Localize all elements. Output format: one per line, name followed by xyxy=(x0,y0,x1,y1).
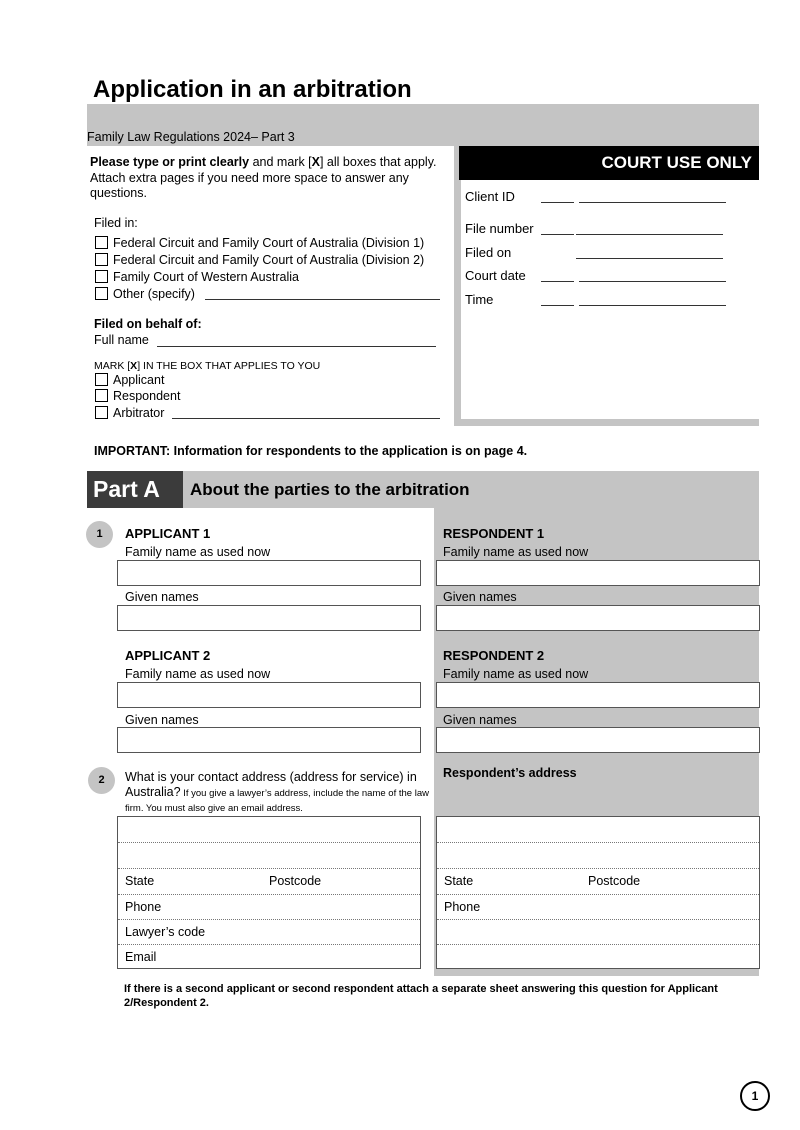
arbitrator-line[interactable] xyxy=(172,418,440,419)
part-a-tag: Part A xyxy=(87,471,183,508)
respondent-1-given-input[interactable] xyxy=(436,605,760,631)
respondent-1-heading: RESPONDENT 1 xyxy=(443,526,545,541)
court-time-line-b xyxy=(579,305,726,306)
respondent-address-box[interactable] xyxy=(436,816,760,969)
applicant-address-line-4 xyxy=(118,919,420,920)
applicant-2-heading: APPLICANT 2 xyxy=(125,648,211,663)
applicant-1-family-label: Family name as used now xyxy=(125,545,271,559)
part-a-title: About the parties to the arbitration xyxy=(190,480,470,499)
page-number: 1 xyxy=(740,1081,770,1111)
mark-instruction-x: X xyxy=(130,360,138,372)
applicant-address-line-1 xyxy=(118,842,420,843)
applicant-2-given-input[interactable] xyxy=(117,727,421,753)
court-file-number-line-b xyxy=(576,234,723,235)
mark-instruction xyxy=(94,360,320,372)
respondent-2-family-input[interactable] xyxy=(436,682,760,708)
filed-in-option-div1: Federal Circuit and Family Court of Australia (Division 1) xyxy=(113,236,425,250)
respondent-postcode-label: Postcode xyxy=(588,874,641,888)
court-use-heading: COURT USE ONLY xyxy=(459,146,759,180)
court-date-label: Court date xyxy=(465,268,526,283)
second-party-note: If there is a second applicant or second respondent attach a separate sheet answering this question for Applicant 2/Respondent 2. xyxy=(124,983,718,1009)
checkbox-filed-in-wa[interactable] xyxy=(95,270,108,283)
applicant-lawyer-code-label: Lawyer’s code xyxy=(125,925,206,939)
checkbox-arbitrator[interactable] xyxy=(95,406,108,419)
applicant-1-heading: APPLICANT 1 xyxy=(125,526,211,541)
applicant-1-given-label: Given names xyxy=(125,590,199,604)
applicant-address-line-2 xyxy=(118,868,420,869)
question-2-number: 2 xyxy=(88,767,115,794)
checkbox-filed-in-other[interactable] xyxy=(95,287,108,300)
court-client-id-line-b xyxy=(579,202,726,203)
applicant-postcode-label: Postcode xyxy=(269,874,322,888)
intro-text xyxy=(90,155,440,202)
applicant-2-family-label: Family name as used now xyxy=(125,667,271,681)
filed-in-option-other: Other (specify) xyxy=(113,287,195,301)
form-subtitle: Family Law Regulations 2024– Part 3 xyxy=(87,130,295,144)
respondent-2-given-input[interactable] xyxy=(436,727,760,753)
respondent-address-line-4 xyxy=(437,919,759,920)
respondent-address-line-1 xyxy=(437,842,759,843)
checkbox-filed-in-div1[interactable] xyxy=(95,236,108,249)
intro-x: X xyxy=(311,155,320,169)
court-file-number-label: File number xyxy=(465,221,534,236)
respondent-address-line-5 xyxy=(437,944,759,945)
applicant-address-line-3 xyxy=(118,894,420,895)
applicant-2-family-input[interactable] xyxy=(117,682,421,708)
respondent-2-family-label: Family name as used now xyxy=(443,667,589,681)
option-arbitrator: Arbitrator xyxy=(113,406,165,420)
respondent-address-line-3 xyxy=(437,894,759,895)
applicant-address-box[interactable] xyxy=(117,816,421,969)
intro-part1: and mark [ xyxy=(249,155,312,169)
respondent-state-label: State xyxy=(444,874,474,888)
applicant-address-line-5 xyxy=(118,944,420,945)
full-name-label: Full name xyxy=(94,333,149,347)
applicant-2-given-label: Given names xyxy=(125,713,199,727)
court-filed-on-label: Filed on xyxy=(465,245,512,260)
filed-in-label: Filed in: xyxy=(94,216,138,230)
court-date-line-b xyxy=(579,281,726,282)
respondent-address-line-2 xyxy=(437,868,759,869)
respondent-1-given-label: Given names xyxy=(443,590,517,604)
intro-part2: ] all boxes that apply. Attach extra pages if you need more space to answer any questions. xyxy=(90,155,437,200)
address-question-main: What is your contact address (address for service) in Australia? xyxy=(125,770,417,799)
important-notice: IMPORTANT: Information for respondents to the application is on page 4. xyxy=(94,444,528,458)
other-specify-line[interactable] xyxy=(205,299,440,300)
filed-on-behalf-label: Filed on behalf of: xyxy=(94,317,202,331)
court-client-id-line-a xyxy=(541,202,574,203)
applicant-1-family-input[interactable] xyxy=(117,560,421,586)
court-file-number-line-a xyxy=(541,234,574,235)
address-question-note: If you give a lawyer’s address, include the name of the law firm. You must also give an email address. xyxy=(125,787,429,814)
question-1-number: 1 xyxy=(86,521,113,548)
checkbox-applicant[interactable] xyxy=(95,373,108,386)
full-name-line[interactable] xyxy=(157,346,436,347)
court-date-line-a xyxy=(541,281,574,282)
respondent-2-given-label: Given names xyxy=(443,713,517,727)
filed-in-option-div2: Federal Circuit and Family Court of Australia (Division 2) xyxy=(113,253,425,267)
respondent-1-family-input[interactable] xyxy=(436,560,760,586)
court-filed-on-line xyxy=(576,258,723,259)
respondent-1-family-label: Family name as used now xyxy=(443,545,589,559)
filed-in-option-wa: Family Court of Western Australia xyxy=(113,270,299,284)
checkbox-filed-in-div2[interactable] xyxy=(95,253,108,266)
applicant-state-label: State xyxy=(125,874,155,888)
option-respondent: Respondent xyxy=(113,389,181,403)
court-time-line-a xyxy=(541,305,574,306)
mark-instruction-part1: MARK [ xyxy=(94,360,131,372)
respondent-address-heading: Respondent’s address xyxy=(443,766,577,780)
applicant-phone-label: Phone xyxy=(125,900,162,914)
mark-instruction-part2: ] IN THE BOX THAT APPLIES TO YOU xyxy=(137,360,321,372)
checkbox-respondent[interactable] xyxy=(95,389,108,402)
respondent-2-heading: RESPONDENT 2 xyxy=(443,648,545,663)
respondent-phone-label: Phone xyxy=(444,900,481,914)
applicant-1-given-input[interactable] xyxy=(117,605,421,631)
address-question xyxy=(125,770,430,815)
applicant-email-label: Email xyxy=(125,950,157,964)
intro-bold: Please type or print clearly xyxy=(90,155,250,169)
court-time-label: Time xyxy=(465,292,494,307)
form-title: Application in an arbitration xyxy=(93,76,412,103)
court-client-id-label: Client ID xyxy=(465,189,515,204)
option-applicant: Applicant xyxy=(113,373,165,387)
